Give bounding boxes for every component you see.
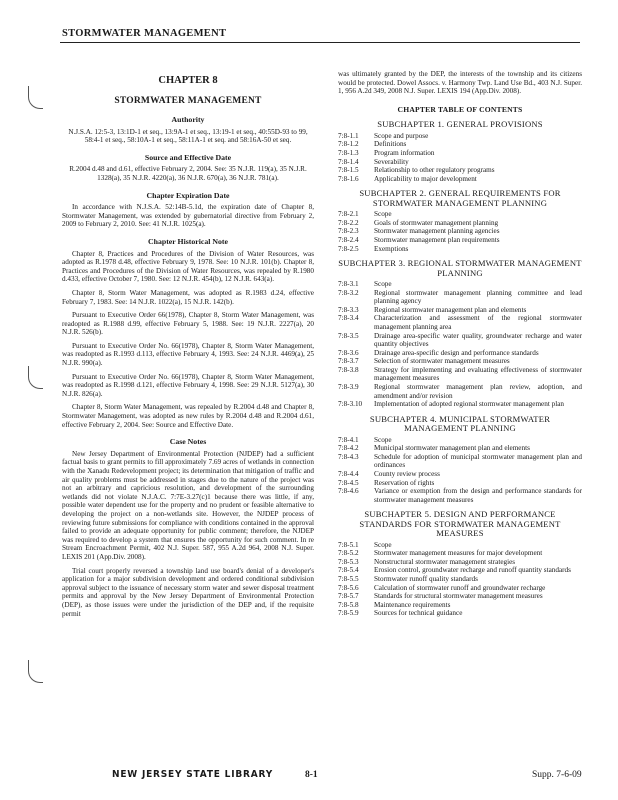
history-heading: Chapter Historical Note xyxy=(148,236,228,246)
toc-entry xyxy=(338,549,582,558)
source-text: R.2004 d.48 and d.61, effective February 2, 2004. See: 35 N.J.R. 119(a), 35 N.J.R. 1328(a), 35 N.J.R. 4220(a), 36 N.J.R. 670(a), 36 N.J.R. 781(a). xyxy=(69,165,307,182)
toc-entry xyxy=(338,436,582,445)
toc-title: CHAPTER TABLE OF CONTENTS xyxy=(397,104,523,114)
toc-entry-number: 7:8-3.10 xyxy=(338,400,363,409)
toc-entry-number: 7:8-3.7 xyxy=(338,357,359,366)
toc-entry-number: 7:8-3.5 xyxy=(338,331,359,340)
toc-list xyxy=(338,120,582,618)
toc-entry-number: 7:8-4.4 xyxy=(338,470,359,479)
toc-entry-number: 7:8-2.2 xyxy=(338,218,359,227)
chapter-title: STORMWATER MANAGEMENT xyxy=(114,96,262,106)
toc-entry-title: Goals of stormwater management planning xyxy=(374,218,499,227)
toc-entry-title: Standards for structural stormwater management measures xyxy=(374,592,543,601)
toc-entry xyxy=(338,609,582,618)
toc-entry xyxy=(338,357,582,366)
toc-entry-title: Relationship to other regulatory programs xyxy=(374,166,495,175)
toc-entry xyxy=(338,541,582,550)
margin-binding-mark xyxy=(28,660,43,683)
toc-entry-title: Strategy for implementing and evaluating effectiveness of stormwater management measures xyxy=(374,365,582,383)
toc-entry xyxy=(338,584,582,593)
toc-entry-title: Exemptions xyxy=(374,244,409,253)
running-head: STORMWATER MANAGEMENT xyxy=(62,28,227,39)
history-paragraph: Chapter 8, Storm Water Management, was repealed by R.2004 d.48 and Chapter 8, Stormwater Management, was adopted as new rules by R.2004 d.48 and R.2004 d.61, effective February 2, 2004. See: Source and Effective Date. xyxy=(62,403,314,429)
toc-entry-number: 7:8-5.6 xyxy=(338,583,359,592)
toc-entry-title: Regional stormwater management plan and elements xyxy=(374,305,527,314)
toc-entry xyxy=(338,487,582,504)
toc-entry xyxy=(338,306,582,315)
toc-entry xyxy=(338,479,582,488)
toc-entry-number: 7:8-3.3 xyxy=(338,305,359,314)
toc-entry-title: Calculation of stormwater runoff and groundwater recharge xyxy=(374,583,546,592)
toc-entry xyxy=(338,140,582,149)
subchapter-heading: SUBCHAPTER 4. MUNICIPAL STORMWATER MANAGEMENT PLANNING xyxy=(369,413,551,434)
toc-entry-title: Maintenance requirements xyxy=(374,600,451,609)
toc-entry xyxy=(338,332,582,349)
toc-entry xyxy=(338,444,582,453)
toc-entry-number: 7:8-4.5 xyxy=(338,478,359,487)
subchapter-heading: SUBCHAPTER 3. REGIONAL STORMWATER MANAGEMENT PLANNING xyxy=(338,258,582,278)
expiration-heading: Chapter Expiration Date xyxy=(146,190,230,200)
library-stamp: NEW JERSEY STATE LIBRARY xyxy=(112,769,274,781)
toc-entry-number: 7:8-5.4 xyxy=(338,566,359,575)
history-paragraph: Pursuant to Executive Order 66(1978), Chapter 8, Storm Water Management, was readopted as R.1988 d.99, effective February 5, 1988. See: 19 N.J.R. 2227(a), 20 N.J.R. 526(b). xyxy=(62,311,314,337)
subchapter-heading: SUBCHAPTER 5. DESIGN AND PERFORMANCE STANDARDS FOR STORMWATER MANAGEMENT MEASURES xyxy=(359,509,561,539)
toc-entry-title: Applicability to major development xyxy=(374,174,477,183)
toc-entry-title: Scope xyxy=(374,540,392,549)
toc-entry xyxy=(338,558,582,567)
toc-entry-number: 7:8-5.8 xyxy=(338,600,359,609)
toc-entry xyxy=(338,236,582,245)
toc-entry-title: Definitions xyxy=(374,140,407,149)
toc-entry xyxy=(338,219,582,228)
expiration-text: In accordance with N.J.S.A. 52:14B-5.1d, the expiration date of Chapter 8, Stormwater Management, was extended by gubernatorial directive from February 2, 2009 to February 2, 2010. See: 41 N.J.R. 1025(a). xyxy=(62,203,314,229)
history-paragraph: Chapter 8, Storm Water Management, was adopted as R.1983 d.24, effective February 7, 1983. See: 14 N.J.R. 1022(a), 15 N.J.R. 142(b). xyxy=(62,288,314,306)
toc-entry-number: 7:8-4.2 xyxy=(338,444,359,453)
left-column xyxy=(62,70,314,623)
toc-entry-title: Stormwater management plan requirements xyxy=(374,235,500,244)
margin-binding-mark xyxy=(28,86,43,109)
toc-entry-title: Drainage area-specific design and performance standards xyxy=(374,348,539,357)
toc-entry-number: 7:8-1.5 xyxy=(338,166,359,175)
toc-entry-number: 7:8-1.1 xyxy=(338,131,359,140)
authority-heading: Authority xyxy=(171,115,205,124)
toc-entry-number: 7:8-2.5 xyxy=(338,244,359,253)
subchapter-heading: SUBCHAPTER 1. GENERAL PROVISIONS xyxy=(377,119,543,130)
toc-entry-number: 7:8-4.6 xyxy=(338,487,359,496)
toc-entry-title: Reservation of rights xyxy=(374,478,435,487)
right-column xyxy=(338,70,582,618)
toc-entry-title: Selection of stormwater management measures xyxy=(374,357,510,366)
toc-entry xyxy=(338,158,582,167)
toc-entry xyxy=(338,453,582,470)
toc-entry-title: County review process xyxy=(374,470,440,479)
toc-entry-number: 7:8-3.4 xyxy=(338,314,359,323)
authority-text: N.J.S.A. 12:5-3, 13:1D-1 et seq., 13:9A-1 et seq., 13:19-1 et seq., 40:55D-93 to 99, 58:4-1 et seq., 58:10A-1 et seq., 58:11A-1 et seq. and 58:16A-50 et seq. xyxy=(68,127,308,145)
toc-entry-title: Nonstructural stormwater management strategies xyxy=(374,557,516,566)
toc-entry-title: Implementation of adopted regional stormwater management plan xyxy=(374,400,565,409)
toc-entry-number: 7:8-1.4 xyxy=(338,157,359,166)
toc-entry xyxy=(338,227,582,236)
toc-entry xyxy=(338,366,582,383)
subchapter-heading: SUBCHAPTER 2. GENERAL REQUIREMENTS FOR STORMWATER MANAGEMENT PLANNING xyxy=(359,188,561,208)
toc-entry-title: Scope and purpose xyxy=(374,131,429,140)
toc-entry-number: 7:8-5.2 xyxy=(338,549,359,558)
toc-entry-number: 7:8-2.3 xyxy=(338,227,359,236)
source-heading: Source and Effective Date xyxy=(144,152,232,162)
chapter-number: CHAPTER 8 xyxy=(158,75,218,86)
toc-entry-title: Regional stormwater management plan review, adoption, and amendment and/or revision xyxy=(374,383,582,400)
toc-entry-title: Severability xyxy=(374,157,409,166)
supplement-date: Supp. 7-6-09 xyxy=(532,770,582,780)
toc-entry xyxy=(338,280,582,289)
history-paragraph: Pursuant to Executive Order No. 66(1978), Chapter 8, Storm Water Management, was readopted as R.1993 d.113, effective February 4, 1993. See: 24 N.J.R. 4469(a), 25 N.J.R. 990(a). xyxy=(62,341,314,368)
case-note-continuation: was ultimately granted by the DEP, the interests of the township and its citizens would be protected. Dowel Assocs. v. Harmony Twp. Land Use Bd., 403 N.J. Super. 1, 956 A.2d 349, 2008 N.J. Super. LEXIS 194 (App.Div. 2008). xyxy=(338,70,582,96)
toc-entry xyxy=(338,166,582,175)
case-note-paragraph: Trial court properly reversed a township land use board's denial of a developer's application for a major subdivision development and ordered conditional subdivision approval subject to the issuance of necessary storm water and sewer disposal treatment permits and approval by the New Jersey Department of Environmental Protection (DEP), as those issues were under the jurisdiction of the DEP and, if the requisite permit xyxy=(62,566,314,618)
toc-entry-title: Program information xyxy=(374,148,435,157)
toc-entry-title: Variance or exemption from the design and performance standards for stormwater management measures xyxy=(374,487,582,504)
toc-entry-number: 7:8-3.9 xyxy=(338,383,359,392)
toc-entry-number: 7:8-3.8 xyxy=(338,365,359,374)
toc-entry-title: Stormwater management planning agencies xyxy=(374,227,500,236)
case-note-paragraph: New Jersey Department of Environmental Protection (NJDEP) had a sufficient factual basis to grant permits to fill approximately 7.69 acres of wetlands in connection with the Xanadu Redevelopment project; its determination that mitigation of traffic and air quality problems must be addressed in stages due to the nature of the project was not an arbitrary and capricious resolution, and development of the surrounding wetlands did not violate N.J.A.C. 7:7E-3.27(c)1 because there was little, if any, possible water dependent use for the property and no prudent or feasible alternative to developing the project on a non-wetlands site. However, the NJDEP process of reviewing future submissions for compliance with conditions contained in the approval failed to provide an adequate opportunity for public comment; therefore, the NJDEP was required to develop a system that ensures the opportunity for such comment. In re Stream Encroachment Permit, 402 N.J. Super. 587, 955 A.2d 964, 2008 N.J. Super. LEXIS 201 (App.Div. 2008). xyxy=(62,449,314,561)
toc-entry-title: Municipal stormwater management plan and elements xyxy=(374,444,530,453)
toc-entry-number: 7:8-5.5 xyxy=(338,575,359,583)
history-paragraph: Chapter 8, Practices and Procedures of the Division of Water Resources, was adopted as R.1978 d.48, effective February 9, 1978. See: 10 N.J.R. 101(b). Chapter 8, Practices and Procedures of the Division of Water Resources, was repealed by R.1980 d.433, effective October 7, 1980. See: 12 N.J.R. 454(b), 12 N.J.R. 643(a). xyxy=(62,249,314,284)
toc-entry-title: Scope xyxy=(374,279,392,288)
toc-entry-title: Stormwater management measures for major development xyxy=(374,549,543,558)
history-paragraph: Pursuant to Executive Order No. 66(1978), Chapter 8, Storm Water Management, was readopted as R.1998 d.121, effective February 4, 1998. See: 29 N.J.R. 5127(a), 30 N.J.R. 826(a). xyxy=(62,372,314,398)
toc-entry xyxy=(338,245,582,254)
toc-entry xyxy=(338,289,582,306)
toc-entry-number: 7:8-5.9 xyxy=(338,609,359,618)
toc-entry xyxy=(338,601,582,610)
toc-entry xyxy=(338,566,582,575)
toc-entry-title: Characterization and assessment of the regional stormwater management planning area xyxy=(374,314,582,331)
toc-entry-title: Stormwater runoff quality standards xyxy=(374,575,478,583)
margin-binding-mark xyxy=(28,366,43,389)
toc-entry-number: 7:8-5.7 xyxy=(338,592,359,601)
toc-entry-title: Sources for technical guidance xyxy=(374,609,463,618)
toc-entry-number: 7:8-4.1 xyxy=(338,435,359,444)
toc-entry-number: 7:8-2.4 xyxy=(338,235,359,244)
page-number: 8-1 xyxy=(305,770,318,780)
toc-entry xyxy=(338,132,582,141)
case-notes-heading: Case Notes xyxy=(169,437,207,447)
toc-entry-number: 7:8-4.3 xyxy=(338,452,359,461)
toc-entry-title: Regional stormwater management planning committee and lead planning agency xyxy=(374,288,582,306)
toc-entry xyxy=(338,383,582,400)
toc-entry-title: Schedule for adoption of municipal stormwater management plan and ordinances xyxy=(374,452,582,470)
toc-entry xyxy=(338,149,582,158)
toc-entry-number: 7:8-1.6 xyxy=(338,174,359,183)
toc-entry xyxy=(338,575,582,584)
toc-entry xyxy=(338,210,582,219)
toc-entry-number: 7:8-1.2 xyxy=(338,140,359,149)
toc-entry-title: Drainage area-specific water quality, groundwater recharge and water quantity objectives xyxy=(374,331,582,349)
toc-entry-number: 7:8-5.3 xyxy=(338,557,359,566)
toc-entry xyxy=(338,314,582,331)
toc-entry-number: 7:8-1.3 xyxy=(338,148,359,157)
toc-entry-number: 7:8-2.1 xyxy=(338,210,359,219)
toc-entry-number: 7:8-5.1 xyxy=(338,540,359,549)
toc-entry-number: 7:8-3.1 xyxy=(338,279,359,288)
toc-entry-number: 7:8-3.6 xyxy=(338,348,359,357)
toc-entry xyxy=(338,349,582,358)
toc-entry xyxy=(338,470,582,479)
toc-entry-title: Erosion control, groundwater recharge and runoff quantity standards xyxy=(374,566,571,575)
header-rule xyxy=(60,42,580,43)
toc-entry-title: Scope xyxy=(374,435,392,444)
toc-entry xyxy=(338,400,582,409)
toc-entry-title: Scope xyxy=(374,210,392,219)
toc-entry xyxy=(338,592,582,601)
toc-entry-number: 7:8-3.2 xyxy=(338,288,359,297)
toc-entry xyxy=(338,175,582,184)
